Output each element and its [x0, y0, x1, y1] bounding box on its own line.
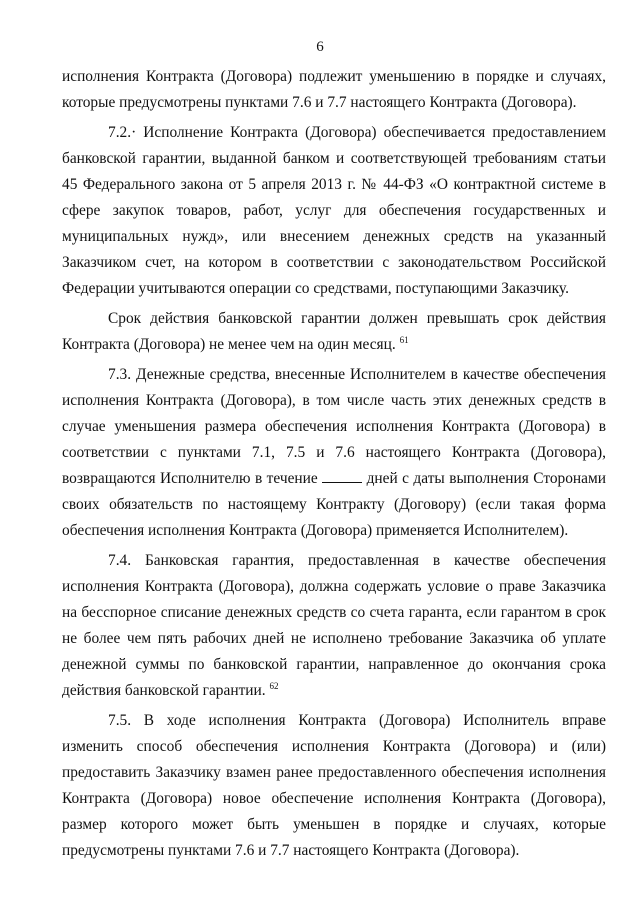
paragraph-text: Срок действия банковской гарантии должен превышать срок действия Контракта (Договора) не менее чем на один месяц.: [62, 310, 606, 353]
footnote-ref-61: 61: [399, 335, 409, 345]
footnote-ref-62: 62: [269, 681, 279, 691]
paragraph-continuation: [62, 64, 606, 116]
paragraph-7-3: [62, 362, 606, 544]
page-number: 6: [316, 39, 324, 55]
document-body: [62, 64, 606, 864]
paragraph-7-5: [62, 708, 606, 864]
paragraph-text-after-blank: дней с даты выполнения Сторонами своих обязательств по настоящему Контракту (Договору) (если такая форма обеспечения исполнения Контракта (Договора) применяется Исполнителем).: [62, 470, 606, 539]
paragraph-7-2: [62, 120, 606, 302]
paragraph-text: 7.2.· Исполнение Контракта (Договора) обеспечивается предоставлением банковской гарантии, выданной банком и соответствующей требованиям статьи 45 Федерального закона от 5 апреля 2013 г. № 44-ФЗ «О контрактной системе в сфере закупок товаров, работ, услуг для обеспечения государственных и муниципальных нужд», или внесением денежных средств на указанный Заказчиком счет, на котором в соответствии с законодательством Российской Федерации учитываются операции со средствами, поступающими Заказчику.: [62, 124, 606, 297]
paragraph-text: 7.4. Банковская гарантия, предоставленная в качестве обеспечения исполнения Контракта (Договора), должна содержать условие о праве Заказчика на бесспорное списание денежных средств со счета гаранта, если гарантом в срок не более чем пять рабочих дней не исполнено требование Заказчика об уплате денежной суммы по банковской гарантии, направленное до окончания срока действия банковской гарантии.: [62, 552, 606, 699]
blank-days-field: [322, 470, 362, 483]
paragraph-text: 7.5. В ходе исполнения Контракта (Договора) Исполнитель вправе изменить способ обеспечения исполнения Контракта (Договора) и (или) предоставить Заказчику взамен ранее предоставленного обеспечения исполнения Контракта (Договора) новое обеспечение исполнения Контракта (Договора), размер которого может быть уменьшен в порядке и случаях, которые предусмотрены пунктами 7.6 и 7.7 настоящего Контракта (Договора).: [62, 712, 606, 859]
paragraph-guarantee-term: [62, 306, 606, 358]
paragraph-text: исполнения Контракта (Договора) подлежит уменьшению в порядке и случаях, которые предусмотрены пунктами 7.6 и 7.7 настоящего Контракта (Договора).: [62, 68, 606, 111]
paragraph-7-4: [62, 548, 606, 704]
paragraph-text-before-blank: 7.3. Денежные средства, внесенные Исполнителем в качестве обеспечения исполнения Контракта (Договора), в том числе часть этих денежных средств в случае уменьшения размера обеспечения исполнения Контракта (Договора) в соответствии с пунктами 7.1, 7.5 и 7.6 настоящего Контракта (Договора), возвращаются Исполнителю в течение: [62, 366, 606, 487]
